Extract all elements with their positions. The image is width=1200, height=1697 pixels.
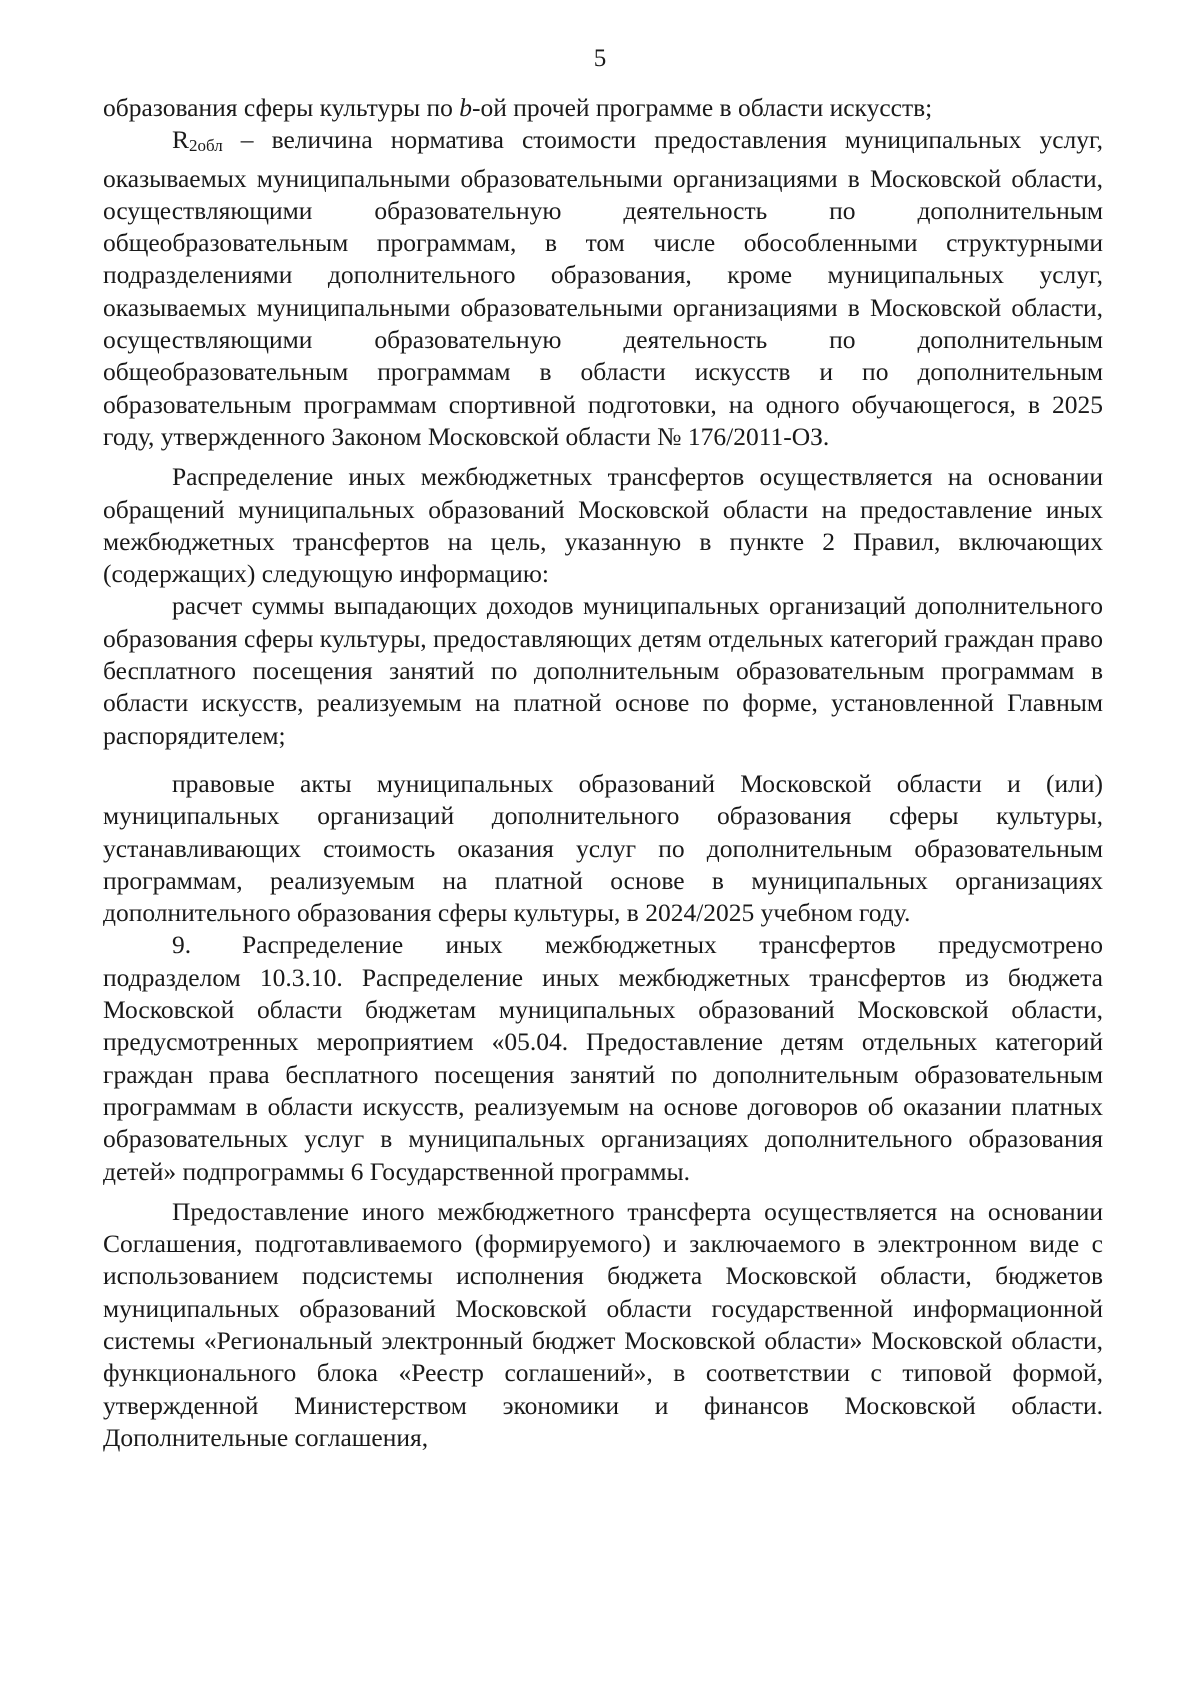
variable-b: b — [459, 93, 472, 122]
item-number: 9. — [172, 930, 192, 960]
paragraph-continuation: образования сферы культуры по b-ой прочей программе в области искусств; — [103, 93, 933, 122]
paragraph-item-9 — [103, 929, 1103, 1187]
paragraph-r2obl-definition — [103, 124, 1103, 453]
document-body — [103, 92, 1103, 1454]
paragraph-list-item-calculation: расчет суммы выпадающих доходов муниципальных организаций дополнительного образования сферы культуры, предоставляющих детям отдельных категорий граждан право бесплатного посещения занятий по дополнительным образовательным программам в области искусств, реализуемым на платной основе по форме, установленной Главным распорядителем; — [103, 591, 1103, 750]
definition-text: – величина норматива стоимости предоставления муниципальных услуг, оказываемых муниципальными образовательными организациями в Московской области, осуществляющими образовательную деятельность по дополнительным общеобразовательным программам, в том числе обособленными структурными подразделениями дополнительного образования, кроме муниципальных услуг, оказываемых муниципальными образовательными организациями в Московской области, осуществляющими образовательную деятельность по дополнительным общеобразовательным программам в области искусств и по дополнительным образовательным программам спортивной подготовки, на одного обучающегося, в 2025 году, утвержденного Законом Московской области № 176/2011-ОЗ. — [103, 125, 1103, 451]
item-9-text: Распределение иных межбюджетных трансфертов предусмотрено подразделом 10.3.10. Распределение иных межбюджетных трансфертов из бюджета Московской области бюджетам муниципальных образований Московской области, предусмотренных мероприятием «05.04. Предоставление детям отдельных категорий граждан права бесплатного посещения занятий по дополнительным образовательным программам в области искусств, реализуемым на основе договоров об оказании платных образовательных услуг в муниципальных организациях дополнительного образования детей» подпрограммы 6 Государственной программы. — [103, 930, 1103, 1186]
paragraph-distribution-basis: Распределение иных межбюджетных трансфертов осуществляется на основании обращений муниципальных образований Московской области на предоставление иных межбюджетных трансфертов на цель, указанную в пункте 2 Правил, включающих (содержащих) следующую информацию: — [103, 462, 1103, 589]
paragraph-agreement: Предоставление иного межбюджетного трансферта осуществляется на основании Соглашения, подготавливаемого (формируемого) и заключаемого в электронном виде с использованием подсистемы исполнения бюджета Московской области, бюджетов муниципальных образований Московской области государственной информационной системы «Региональный электронный бюджет Московской области» Московской области, функционального блока «Реестр соглашений», в соответствии с типовой формой, утвержденной Министерством экономики и финансов Московской области. Дополнительные соглашения, — [103, 1196, 1103, 1452]
formula-symbol: R — [172, 125, 190, 155]
formula-subscript: 2обл — [189, 136, 223, 156]
page-number: 5 — [593, 45, 607, 72]
paragraph-list-item-legal-acts: правовые акты муниципальных образований Московской области и (или) муниципальных организаций дополнительного образования сферы культуры, устанавливающих стоимость оказания услуг по дополнительным образовательным программам, реализуемым на платной основе в муниципальных организациях дополнительного образования сферы культуры, в 2024/2025 учебном году. — [103, 768, 1103, 928]
